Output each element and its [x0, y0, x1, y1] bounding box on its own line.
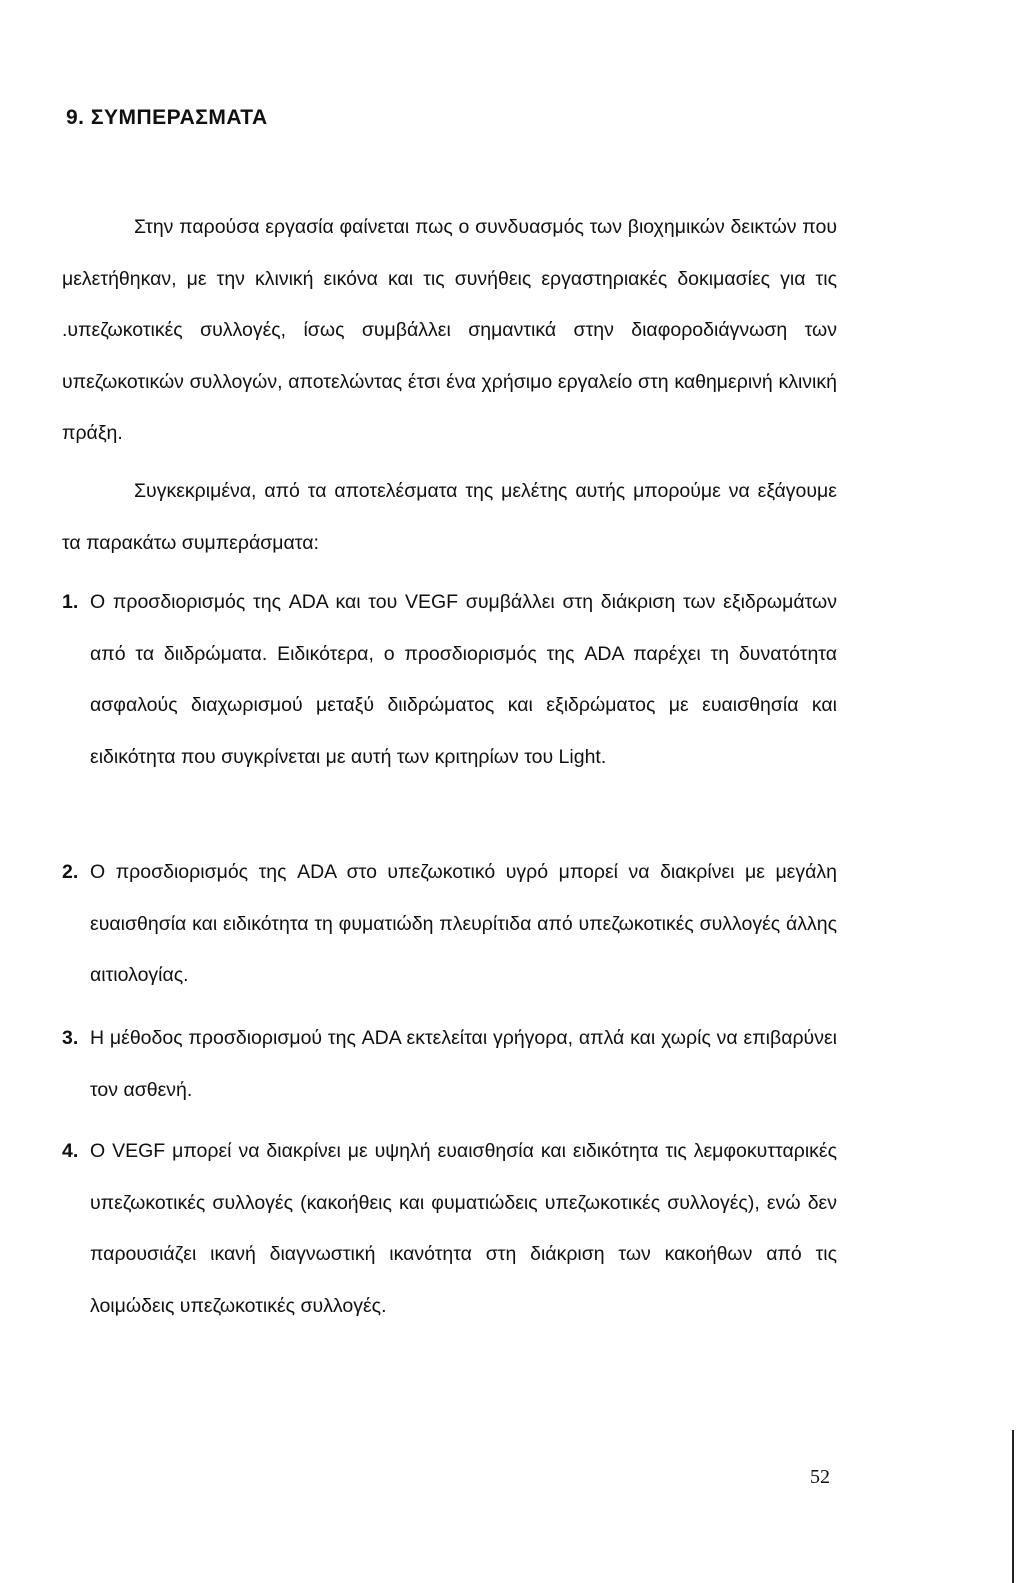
- page-number: 52: [810, 1466, 830, 1488]
- conclusion-number: 1.: [62, 591, 79, 613]
- conclusion-item: [62, 1013, 837, 1116]
- conclusion-item: [62, 1126, 837, 1332]
- conclusion-text: Ο προσδιορισμός της ADA στο υπεζωκοτικό υγρό μπορεί να διακρίνει με μεγάλη ευαισθησία και ειδικότητα τη φυματιώδη πλευρίτιδα από υπεζωκοτικές συλλογές άλλης αιτιολογίας.: [90, 861, 837, 986]
- intro-paragraph: Στην παρούσα εργασία φαίνεται πως ο συνδυασμός των βιοχημικών δεικτών που μελετήθηκαν, με την κλινική εικόνα και τις συνήθεις εργαστηριακές δοκιμασίες για τις .υπεζωκοτικές συλλογές, ίσως συμβάλλει σημαντικά στην διαφοροδιάγνωση των υπεζωκοτικών συλλογών, αποτελώντας έτσι ένα χρήσιμο εργαλείο στη καθημερινή κλινική πράξη.: [62, 216, 837, 444]
- conclusion-text: Ο VEGF μπορεί να διακρίνει με υψηλή ευαισθησία και ειδικότητα τις λεμφοκυτταρικές υπεζωκοτικές συλλογές (κακοήθεις και φυματιώδεις υπεζωκοτικές συλλογές), ενώ δεν παρουσιάζει ικανή διαγνωστική ικανότητα στη διάκριση των κακοήθων από τις λοιμώδεις υπεζωκοτικές συλλογές.: [90, 1140, 837, 1317]
- conclusion-item: [62, 847, 837, 1002]
- conclusion-number: 2.: [62, 861, 79, 883]
- conclusion-text: Η μέθοδος προσδιορισμού της ADA εκτελείται γρήγορα, απλά και χωρίς να επιβαρύνει τον ασθενή.: [90, 1027, 837, 1101]
- scan-edge-line: [1012, 1430, 1014, 1583]
- conclusion-text: Ο προσδιορισμός της ADA και του VEGF συμβάλλει στη διάκριση των εξιδρωμάτων από τα διιδρώματα. Ειδικότερα, ο προσδιορισμός της ADA παρέχει τη δυνατότητα ασφαλούς διαχωρισμού μεταξύ διιδρώματος και εξιδρώματος με ευαισθησία και ειδικότητα που συγκρίνεται με αυτή των κριτηρίων του Light.: [90, 591, 837, 768]
- conclusion-number: 3.: [62, 1027, 79, 1049]
- section-heading: 9. ΣΥΜΠΕΡΑΣΜΑΤΑ: [66, 106, 268, 129]
- conclusion-item: [62, 577, 837, 783]
- intro-paragraph-continuation: Συγκεκριμένα, από τα αποτελέσματα της μελέτης αυτής μπορούμε να εξάγουμε τα παρακάτω συμπεράσματα:: [62, 480, 837, 554]
- conclusion-number: 4.: [62, 1140, 79, 1162]
